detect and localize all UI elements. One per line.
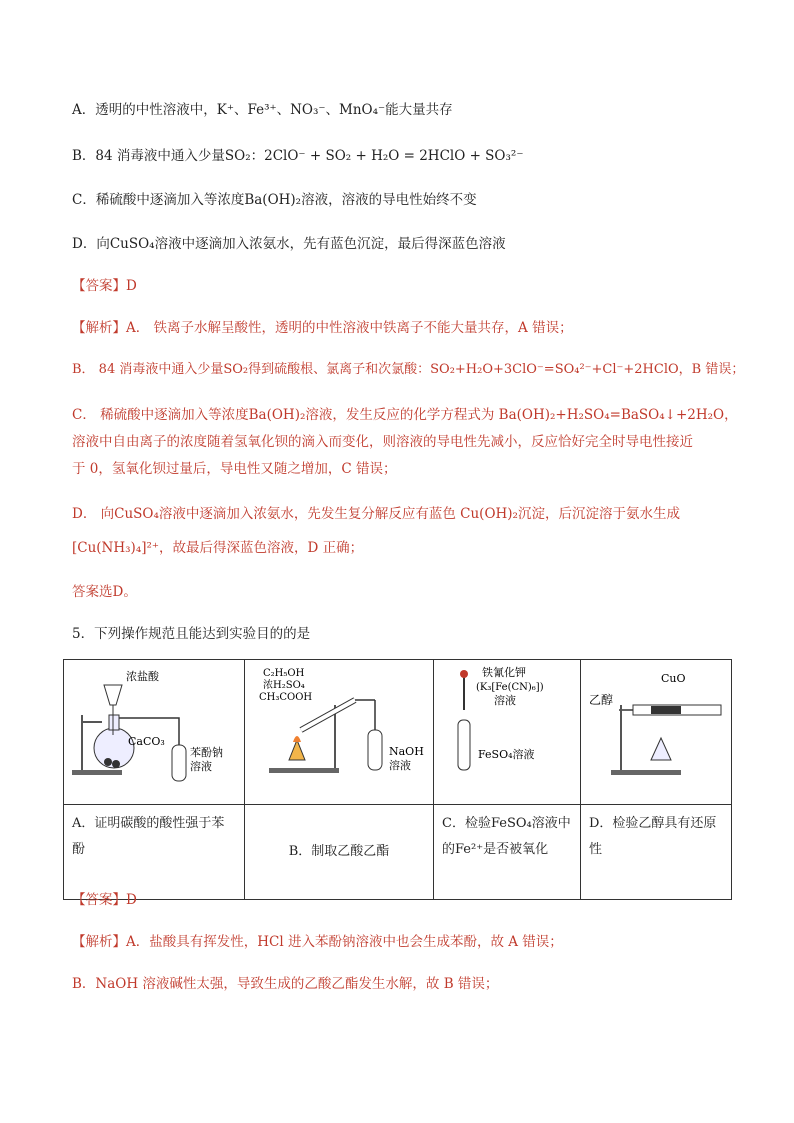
analysis-c-line1: C． 稀硫酸中逐滴加入等浓度Ba(OH)₂溶液，发生反应的化学方程式为 Ba(OH)₂+H₂SO₄=BaSO₄↓+2H₂O，	[72, 407, 738, 423]
figure-a	[64, 660, 245, 805]
fig-a-label-2: CaCO₃	[128, 735, 165, 748]
caption-d: D．检验乙醇具有还原性	[581, 805, 732, 900]
fig-d-label-2: CuO	[661, 672, 686, 685]
analysis-d-line2: [Cu(NH₃)₄]²⁺，故最后得深蓝色溶液，D 正确；	[72, 540, 364, 556]
option-d: D．向CuSO₄溶液中逐滴加入浓氨水，先有蓝色沉淀，最后得深蓝色溶液	[72, 236, 506, 252]
fig-a-label-1: 浓盐酸	[126, 670, 159, 683]
fig-b-label-1: C₂H₅OH	[263, 668, 305, 679]
question-table	[63, 659, 732, 900]
fig-c-label-2: (K₃[Fe(CN)₆])	[476, 682, 544, 693]
fig-b-label-5: 溶液	[389, 759, 411, 772]
analysis-2-a: 【解析】A．盐酸具有挥发性，HCl 进入苯酚钠溶液中也会生成苯酚，故 A 错误；	[72, 934, 563, 950]
fig-d-label-1: 乙醇	[589, 693, 614, 707]
analysis-b: B． 84 消毒液中通入少量SO₂得到硫酸根、氯离子和次氯酸：SO₂+H₂O+3ClO⁻=SO₄²⁻+Cl⁻+2HClO，B 错误；	[72, 362, 745, 377]
question-5: 5．下列操作规范且能达到实验目的的是	[72, 626, 311, 642]
analysis-a: 【解析】A． 铁离子水解呈酸性，透明的中性溶液中铁离子不能大量共存，A 错误；	[72, 320, 573, 336]
caption-c: C．检验FeSO₄溶液中的Fe²⁺是否被氧化	[434, 805, 581, 900]
figure-d	[581, 660, 732, 805]
answer-2-label: 【答案】D	[72, 892, 137, 908]
option-b: B．84 消毒液中通入少量SO₂：2ClO⁻ + SO₂ + H₂O = 2HClO + SO₃²⁻	[72, 148, 524, 164]
analysis-d-line1: D． 向CuSO₄溶液中逐滴加入浓氨水，先发生复分解反应有蓝色 Cu(OH)₂沉淀，后沉淀溶于氨水生成	[72, 506, 680, 522]
fig-b-label-4: NaOH	[389, 745, 424, 758]
analysis-c-line2: 溶液中自由离子的浓度随着氢氧化钡的滴入而变化，则溶液的导电性先减小，反应恰好完全时导电性接近	[72, 434, 693, 450]
fig-a-label-3: 苯酚钠	[190, 746, 223, 759]
caption-b: B．制取乙酸乙酯	[245, 805, 434, 900]
fig-c-label-1: 铁氰化钾	[482, 666, 526, 679]
figure-c	[434, 660, 581, 805]
answer-label: 【答案】D	[72, 278, 137, 294]
fig-c-label-4: FeSO₄溶液	[478, 748, 535, 761]
conclusion: 答案选D。	[72, 584, 137, 600]
analysis-c-line3: 于 0，氢氧化钡过量后，导电性又随之增加，C 错误；	[72, 461, 397, 477]
fig-c-label-3: 溶液	[494, 694, 516, 707]
figure-b	[245, 660, 434, 805]
fig-b-label-2: 浓H₂SO₄	[263, 680, 305, 691]
fig-b-label-3: CH₃COOH	[259, 692, 313, 703]
option-c: C．稀硫酸中逐滴加入等浓度Ba(OH)₂溶液，溶液的导电性始终不变	[72, 192, 477, 208]
caption-a: A．证明碳酸的酸性强于苯酚	[64, 805, 245, 900]
fig-a-label-4: 溶液	[190, 760, 212, 773]
option-a: A．透明的中性溶液中，K⁺、Fe³⁺、NO₃⁻、MnO₄⁻能大量共存	[72, 102, 453, 118]
analysis-2-b: B．NaOH 溶液碱性太强，导致生成的乙酸乙酯发生水解，故 B 错误；	[72, 976, 499, 992]
